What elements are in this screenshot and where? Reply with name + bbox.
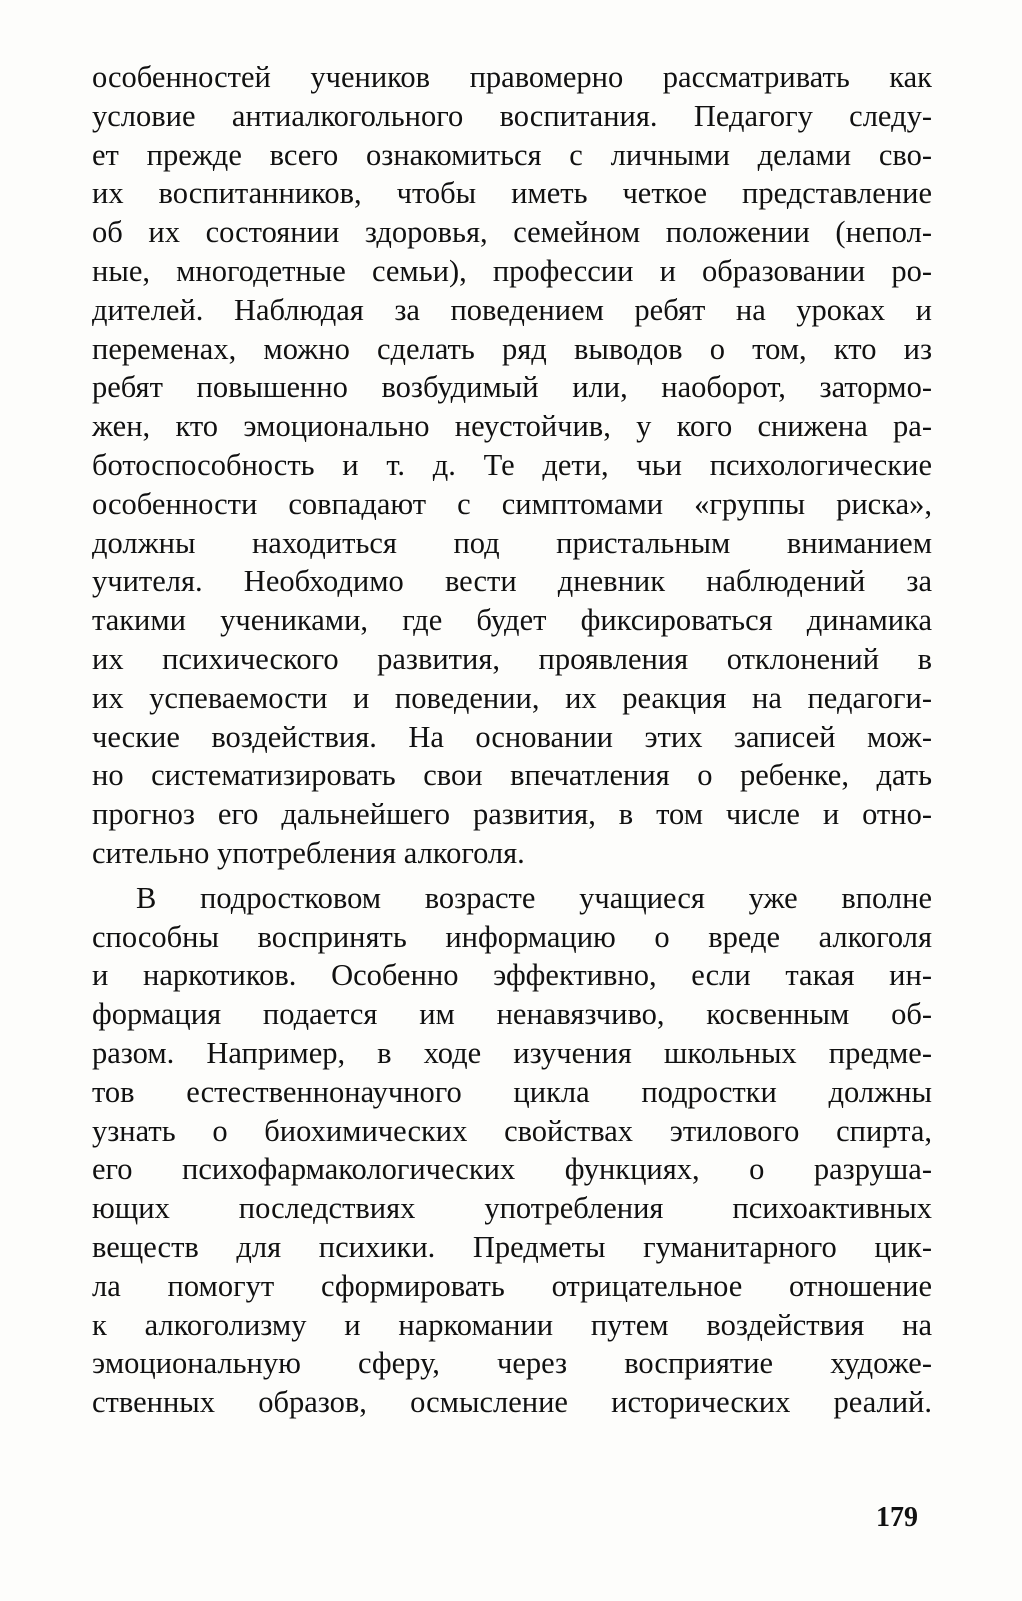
paragraph (92, 58, 932, 873)
text-line: и наркотиков. Особенно эффективно, если такая ин- (92, 958, 932, 993)
text-line: дителей. Наблюдая за поведением ребят на уроках и (92, 292, 932, 327)
text-line: эмоциональную сферу, через восприятие художе- (92, 1346, 932, 1381)
text-line: прогноз его дальнейшего развития, в том числе и отно- (92, 797, 932, 832)
text-line: но систематизировать свои впечатления о ребенке, дать (92, 758, 932, 793)
text-line: ет прежде всего ознакомиться с личными делами сво- (92, 137, 932, 172)
text-line: веществ для психики. Предметы гуманитарного цик- (92, 1229, 932, 1264)
text-line: переменах, можно сделать ряд выводов о том, кто из (92, 331, 932, 366)
text-line: ные, многодетные семьи), профессии и образовании ро- (92, 253, 932, 288)
text-line: условие антиалкогольного воспитания. Педагогу следу- (92, 98, 932, 133)
text-line: формация подается им ненавязчиво, косвенным об- (92, 997, 932, 1032)
text-line: должны находиться под пристальным вниманием (92, 525, 932, 560)
text-line: ребят повышенно возбудимый или, наоборот, затормо- (92, 370, 932, 405)
text-line: сительно употребления алкоголя. (92, 835, 525, 870)
text-line: способны воспринять информацию о вреде алкоголя (92, 919, 932, 954)
text-line: тов естественнонаучного цикла подростки должны (92, 1074, 932, 1109)
text-line: ющих последствиях употребления психоактивных (92, 1191, 932, 1226)
text-line: учителя. Необходимо вести дневник наблюдений за (92, 564, 932, 599)
text-line: разом. Например, в ходе изучения школьных предме- (92, 1035, 932, 1070)
paragraph (92, 879, 932, 1422)
text-line: ческие воздействия. На основании этих записей мож- (92, 719, 932, 754)
text-line: узнать о биохимических свойствах этилового спирта, (92, 1113, 932, 1148)
text-line: жен, кто эмоционально неустойчив, у кого снижена ра- (92, 409, 932, 444)
text-line: особенностей учеников правомерно рассматривать как (92, 60, 932, 94)
body-text (92, 58, 932, 1422)
text-line: ственных образов, осмысление исторических реалий. (92, 1385, 932, 1420)
text-line: об их состоянии здоровья, семейном положении (непол- (92, 215, 932, 250)
text-line: их психического развития, проявления отклонений в (92, 641, 932, 676)
text-line: его психофармакологических функциях, о разруша- (92, 1152, 932, 1187)
text-line: ботоспособность и т. д. Те дети, чьи психологические (92, 447, 932, 482)
text-line: ла помогут сформировать отрицательное отношение (92, 1268, 932, 1303)
text-line: особенности совпадают с симптомами «группы риска», (92, 486, 932, 521)
text-line: к алкоголизму и наркомании путем воздействия на (92, 1307, 932, 1342)
text-line: В подростковом возрасте учащиеся уже вполне (136, 880, 932, 915)
text-line: их успеваемости и поведении, их реакция на педагоги- (92, 680, 932, 715)
text-line: такими учениками, где будет фиксироваться динамика (92, 603, 932, 638)
page-number: 179 (876, 1502, 918, 1533)
text-line: их воспитанников, чтобы иметь четкое представление (92, 176, 932, 211)
